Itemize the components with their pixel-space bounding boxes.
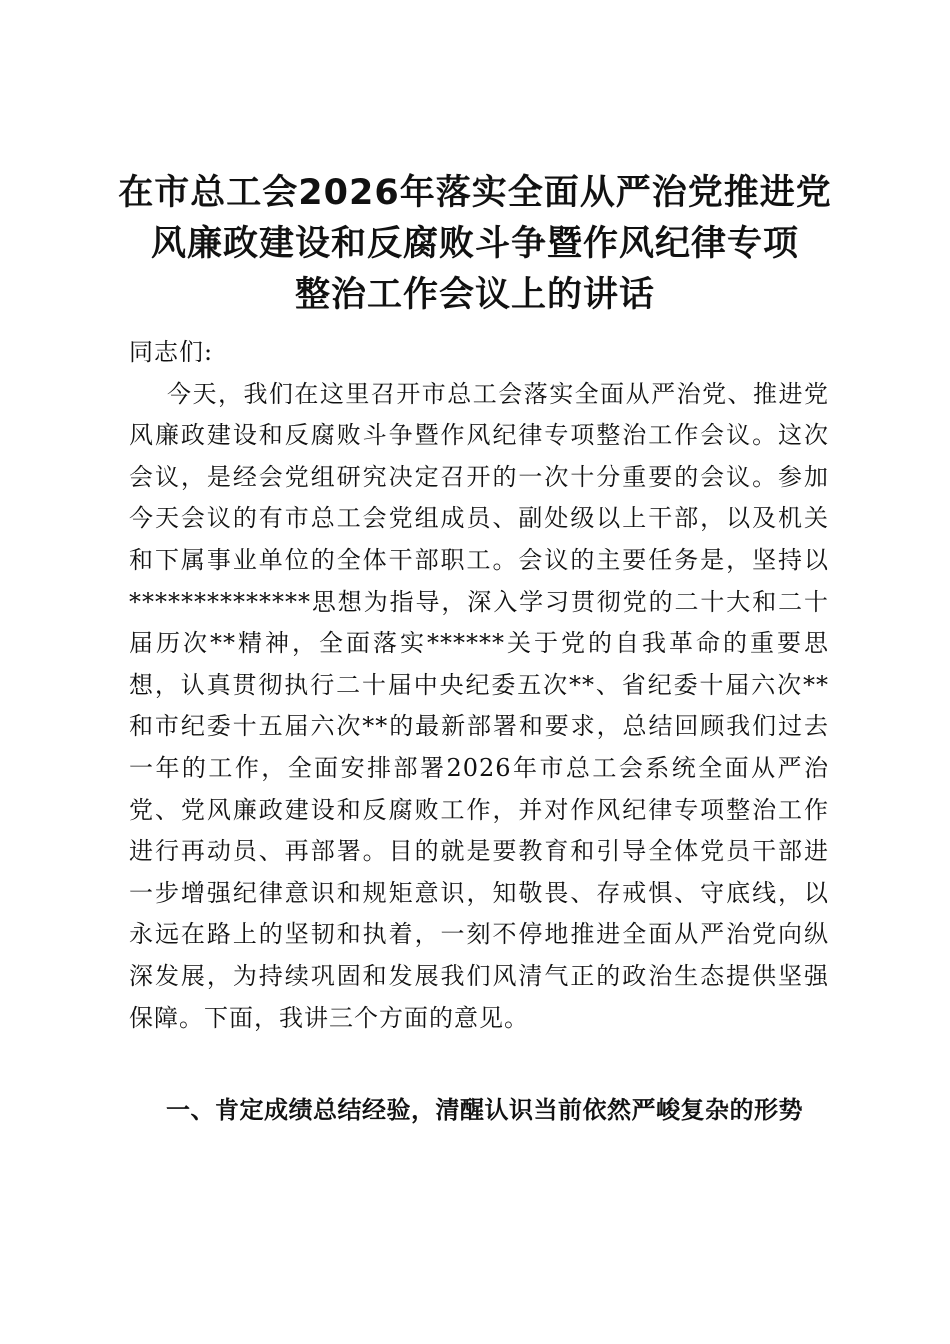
paragraph-line: 一年的工作，全面安排部署2026年市总工会系统全面从严治 <box>129 753 829 782</box>
paragraph-line: 风廉政建设和反腐败斗争暨作风纪律专项整治工作会议。这次 <box>129 421 829 450</box>
paragraph-line: 保障。下面，我讲三个方面的意见。 <box>129 1003 529 1032</box>
title-line: 整治工作会议上的讲话 <box>294 275 655 315</box>
paragraph-line: 和下属事业单位的全体干部职工。会议的主要任务是，坚持以 <box>129 545 829 574</box>
document-title <box>110 168 840 321</box>
title-line: 在市总工会2026年落实全面从严治党推进党 <box>118 173 832 213</box>
paragraph-line: 永远在路上的坚韧和执着，一刻不停地推进全面从严治党向纵 <box>129 920 829 949</box>
section-heading: 一、肯定成绩总结经验，清醒认识当前依然严峻复杂的形势 <box>166 1096 803 1124</box>
title-line: 风廉政建设和反腐败斗争暨作风纪律专项 <box>150 224 799 264</box>
paragraph-line: 和市纪委十五届六次**的最新部署和要求，总结回顾我们过去 <box>129 712 829 741</box>
paragraph-line: 届历次**精神，全面落实******关于党的自我革命的重要思 <box>129 629 829 658</box>
document-body <box>129 332 829 1039</box>
paragraph-line: 党、党风廉政建设和反腐败工作，并对作风纪律专项整治工作 <box>129 795 829 824</box>
paragraph-line: 想，认真贯彻执行二十届中央纪委五次**、省纪委十届六次** <box>129 670 829 699</box>
salutation: 同志们: <box>129 338 214 366</box>
paragraph-line: 今天，我们在这里召开市总工会落实全面从严治党、推进党 <box>167 379 829 408</box>
paragraph-line: 进行再动员、再部署。目的就是要教育和引导全体党员干部进 <box>129 837 829 866</box>
paragraph-line: **************思想为指导，深入学习贯彻党的二十大和二十 <box>129 587 829 616</box>
paragraph-line: 今天会议的有市总工会党组成员、副处级以上干部，以及机关 <box>129 504 829 533</box>
paragraph-line: 深发展，为持续巩固和发展我们风清气正的政治生态提供坚强 <box>129 961 829 990</box>
opening-paragraph <box>129 374 829 1040</box>
paragraph-line: 一步增强纪律意识和规矩意识，知敬畏、存戒惧、守底线，以 <box>129 878 829 907</box>
paragraph-line: 会议，是经会党组研究决定召开的一次十分重要的会议。参加 <box>129 462 829 491</box>
